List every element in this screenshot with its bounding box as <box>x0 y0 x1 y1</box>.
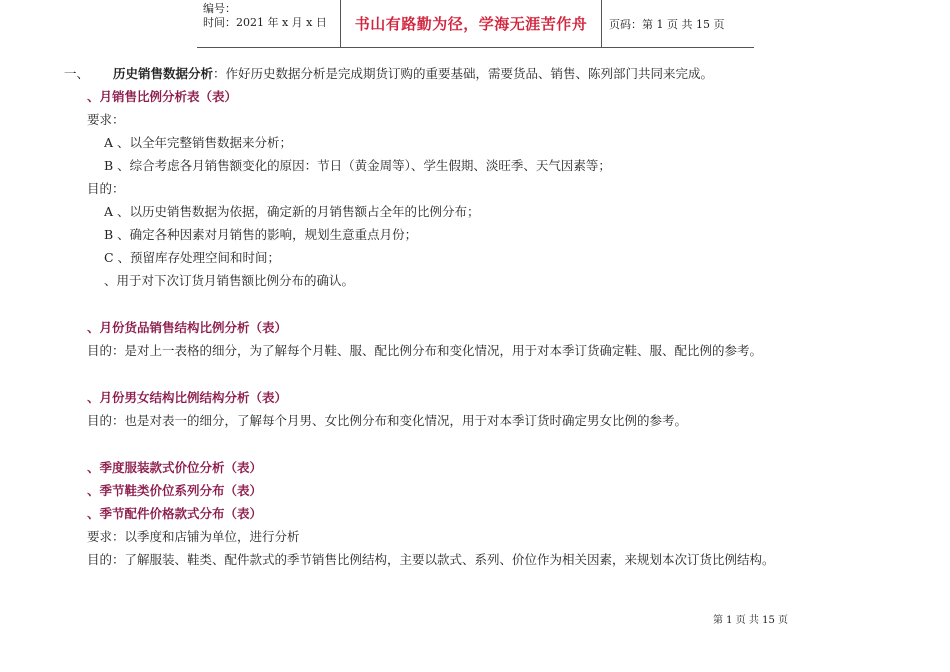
document-id-label: 编号： <box>203 2 236 15</box>
list-item: B 、确定各种因素对月销售的影响，规划生意重点月份； <box>104 227 418 242</box>
document-time: 时间：2021 年 x 月 x 日 <box>203 16 327 29</box>
list-item: C 、预留库存处理空间和时间； <box>104 250 281 265</box>
subsection-heading: 、月销售比例分析表（表） <box>87 89 238 104</box>
subsection-heading: 、季度服装款式价位分析（表） <box>87 460 263 475</box>
header-meta <box>203 2 327 30</box>
header-motto: 书山有路勤为径，学海无涯苦作舟 <box>340 0 602 47</box>
list-item: 、用于对下次订货月销售额比例分布的确认。 <box>104 273 355 288</box>
paragraph: 要求：以季度和店铺为单位，进行分析 <box>87 529 300 544</box>
paragraph: 目的：也是对表一的细分，了解每个月男、女比例分布和变化情况，用于对本季订货时确定男女比例的参考。 <box>87 413 688 428</box>
subsection-heading: 、月份男女结构比例结构分析（表） <box>87 390 288 405</box>
list-item: A 、以全年完整销售数据来分析； <box>104 135 293 150</box>
requirement-label: 要求： <box>87 112 125 127</box>
paragraph: 目的：是对上一表格的细分，为了解每个月鞋、服、配比例分布和变化情况，用于对本季订货确定鞋、服、配比例的参考。 <box>87 343 763 358</box>
page-header <box>197 0 754 48</box>
subsection-heading: 、季节配件价格款式分布（表） <box>87 506 263 521</box>
list-item: A 、以历史销售数据为依据，确定新的月销售额占全年的比例分布； <box>104 204 480 219</box>
paragraph: 目的：了解服装、鞋类、配件款式的季节销售比例结构，主要以款式、系列、价位作为相关因素，来规划本次订货比例结构。 <box>87 552 775 567</box>
section-intro: ：作好历史数据分析是完成期货订购的重要基础，需要货品、销售、陈列部门共同来完成。 <box>213 66 714 81</box>
list-item: B 、综合考虑各月销售额变化的原因：节日（黄金周等）、学生假期、淡旺季、天气因素等； <box>104 158 611 173</box>
subsection-heading: 、月份货品销售结构比例分析（表） <box>87 320 288 335</box>
section-title: 历史销售数据分析 <box>112 66 213 81</box>
purpose-label: 目的： <box>87 181 125 196</box>
page-footer: 第 1 页 共 15 页 <box>713 615 788 626</box>
section-number: 一、 <box>64 66 90 81</box>
header-page-info: 页码：第 1 页 共 15 页 <box>609 18 725 31</box>
section-heading <box>64 66 713 82</box>
subsection-heading: 、季节鞋类价位系列分布（表） <box>87 483 263 498</box>
